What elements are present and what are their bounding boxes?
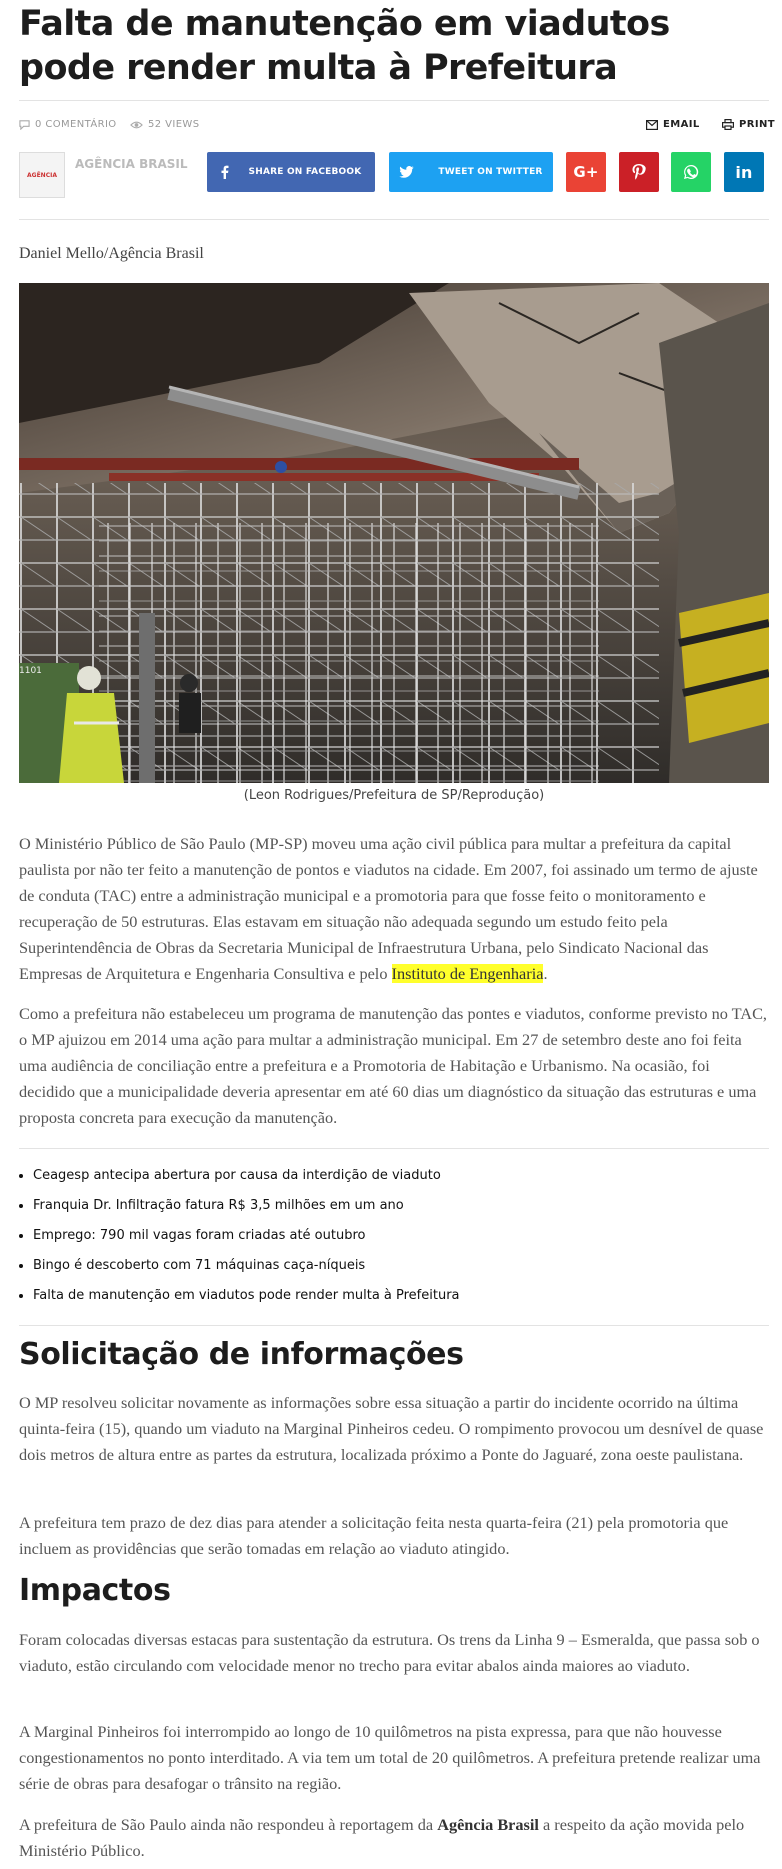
facebook-icon [221,165,229,179]
related-link[interactable]: • Emprego: 790 mil vagas foram criadas até outubro [33,1224,782,1254]
pinterest-share-button[interactable] [619,152,659,192]
pinterest-icon [632,164,646,180]
print-label: PRINT [739,119,775,130]
twitter-icon [399,166,414,178]
google-plus-share-button[interactable] [566,152,606,192]
article-meta [19,116,775,136]
paragraph-7 [19,1812,769,1864]
paragraph-4: A prefeitura tem prazo de dez dias para atender a solicitação feita nesta quarta-feira (21) pela promotoria que incluem as providências que serão tomadas em relação ao viaduto atingido. [19,1513,729,1558]
article [19,0,775,1860]
paragraph-7-start: A prefeitura de São Paulo ainda não respondeu à reportagem da [19,1815,438,1834]
photo-caption: (Leon Rodrigues/Prefeitura de SP/Reprodução) [243,788,545,803]
whatsapp-share-button[interactable] [671,152,711,192]
author-name[interactable]: AGÊNCIA BRASIL [75,157,188,171]
share-bar [19,150,769,202]
instituto-link[interactable]: Instituto de Engenharia [391,964,544,983]
comments-count[interactable] [19,119,117,130]
related-link[interactable]: • Franquia Dr. Infiltração fatura R$ 3,5 milhões em um ano [33,1194,782,1224]
facebook-share-label: SHARE ON FACEBOOK [248,167,362,177]
google-plus-icon: G+ [573,163,599,181]
paragraph-1-text: O Ministério Público de São Paulo (MP-SP) moveu uma ação civil pública para multar a prefeitura da capital paulista por não ter feito a manutenção de pontos e viadutos na cidade. Em 2007, foi assinado um termo de ajuste de conduta (TAC) entre a administração municipal e a promotoria para que fosse feito o monitoramento e recuperação de 50 estruturas. Elas estavam em situação não adequada segundo um estudo feito pela Superintendência de Obras da Secretaria Municipal de Infraestrutura Urbana, pelo Sindicato Nacional das Empresas de Arquitetura e Engenharia Consultiva e pelo [19,834,758,983]
related-link[interactable]: • Bingo é descoberto com 71 máquinas caça-níqueis [33,1254,782,1284]
related-links [19,1164,782,1314]
views-count [130,119,199,130]
twitter-share-button[interactable] [389,152,553,192]
paragraph-2: Como a prefeitura não estabeleceu um programa de manutenção das pontes e viadutos, conforme previsto no TAC, o MP ajuizou em 2014 uma ação para multar a administração municipal. Em 27 de setembro deste ano foi feita uma audiência de conciliação entre a prefeitura e a Promotoria de Habitação e Urbanismo. Na ocasião, foi decidido que a municipalidade deveria apresentar em até 60 dias um diagnóstico da situação das estruturas e uma proposta concreta para execução da manutenção. [19,1004,767,1127]
linkedin-share-button[interactable] [724,152,764,192]
printer-icon [722,119,734,130]
section-heading-solicitacao: Solicitação de informações [19,1337,464,1372]
paragraph-6: A Marginal Pinheiros foi interrompido ao longo de 10 quilômetros na pista expressa, para que não houvesse congestionamentos no ponto interditado. A via tem um total de 20 quilômetros. A prefeitura pretende realizar uma série de obras para desafogar o trânsito na região. [19,1722,761,1793]
author-logo-text: AGÊNCIA [27,171,57,179]
email-label: EMAIL [663,119,700,130]
agencia-brasil-bold: Agência Brasil [437,1815,539,1834]
article-title: Falta de manutenção em viadutos pode render multa à Prefeitura [19,4,670,88]
views-label: 52 VIEWS [148,119,200,130]
eye-icon [130,120,143,130]
paragraph-5: Foram colocadas diversas estacas para sustentação da estrutura. Os trens da Linha 9 – Esmeralda, que passa sob o viaduto, estão circulando com velocidade menor no trecho para evitar abalos ainda maiores ao viaduto. [19,1630,760,1675]
viaduct-scaffolding-photo [19,283,769,783]
paragraph-3: O MP resolveu solicitar novamente as informações sobre essa situação a partir do incidente ocorrido na última quinta-feira (15), quando um viaduto na Marginal Pinheiros cedeu. O rompimento provocou um desnível de quase dois metros de altura entre as partes da estrutura, localizada próximo a Ponte do Jaguaré, zona oeste paulistana. [19,1393,764,1464]
facebook-share-button[interactable] [207,152,375,192]
paragraph-1-end: . [543,964,548,983]
paragraph-1 [19,831,769,987]
comments-label: 0 COMENTÁRIO [35,119,117,130]
share-divider [19,219,769,220]
email-button[interactable] [646,119,700,130]
linkedin-icon: in [735,162,753,182]
related-link[interactable]: • Falta de manutenção em viadutos pode render multa à Prefeitura [33,1284,782,1314]
byline: Daniel Mello/Agência Brasil [19,245,204,262]
section-heading-impactos: Impactos [19,1573,171,1608]
svg-text:1101: 1101 [19,666,42,676]
twitter-share-label: TWEET ON TWITTER [438,167,543,177]
author-avatar[interactable] [19,152,65,198]
print-button[interactable] [722,119,775,130]
related-link[interactable]: • Ceagesp antecipa abertura por causa da interdição de viaduto [33,1164,782,1194]
comment-icon [19,119,30,130]
paragraph-7-end: a respeito da ação movida pelo Ministério Público. [19,1815,745,1860]
article-photo[interactable] [19,283,769,783]
related-top-divider [19,1148,769,1149]
related-bottom-divider [19,1325,769,1326]
title-divider [19,100,769,101]
envelope-icon [646,120,658,130]
whatsapp-icon [683,164,699,180]
